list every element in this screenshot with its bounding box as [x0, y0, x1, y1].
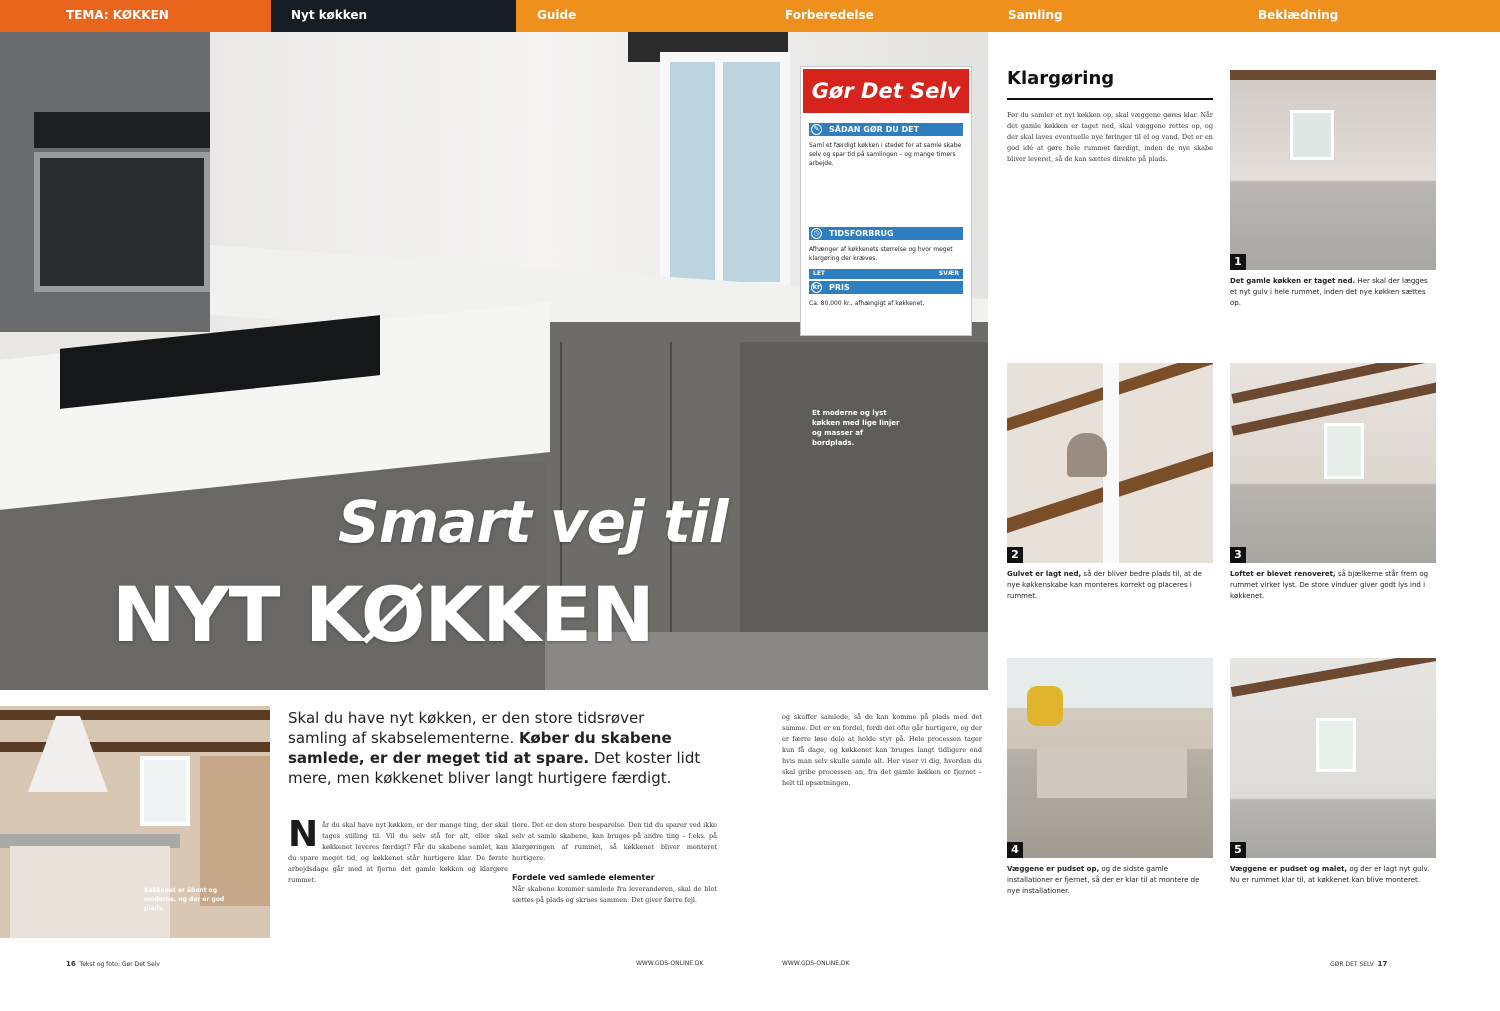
gds-time-text: Afhænger af køkkenets størrelse og hvor meget klargøring der kræves.: [809, 246, 953, 262]
step-caption-4: Væggene er pudset op, og de sidste gamle installationer er fjernet, så der er klar til at montere de nye installationer.: [1007, 865, 1200, 895]
step-caption-2: Gulvet er lagt ned, så der bliver bedre plads til, at de nye køkkenskabe kan monteres korrekt og placeres i rummet.: [1007, 570, 1202, 600]
headline-big: NYT KØKKEN: [112, 570, 654, 659]
page-number-right: 17: [1377, 960, 1388, 968]
gds-row-method: ✎ SÅDAN GØR DU DET: [809, 123, 963, 136]
footer-left: 16 Tekst og foto: Gør Det Selv: [66, 960, 160, 968]
step-photo-1: 1: [1230, 70, 1436, 270]
oven: [34, 152, 210, 292]
nav-tab-forberedelse: Forberedelse: [785, 8, 874, 22]
hero-caption: Et moderne og lyst køkken med lige linjer og masser af bordplads.: [812, 409, 900, 447]
coin-icon: kr: [812, 283, 821, 291]
kitchen-window: [660, 52, 790, 292]
clock-icon: ◷: [811, 228, 822, 239]
step-photo-4: 4: [1007, 658, 1213, 858]
gds-price-text: Ca. 80.000 kr., afhængigt af køkkenet.: [809, 300, 925, 307]
section-tag: TEMA: KØKKEN: [66, 8, 169, 22]
gds-info-box: [800, 66, 972, 336]
step-caption-5: Væggene er pudset og malet, og der er lagt nyt gulv. Nu er rummet klar til, at køkkenet kan blive monteret.: [1230, 865, 1430, 884]
section-title: Klargøring: [1007, 68, 1115, 89]
body-column-2: tiere. Det er den store besparelse. Den tid du sparer ved ikke selv at samle skabene, kan bruges på andre ting – f.eks. på klargøringen af rummet, så køkkenet bliver monteret hurtigere. Fordele ved samlede elementer Når skabene kommer samlede fra leverandøren, skal de blot sættes på plads og skrues sammen. Det giver færre fejl.: [512, 821, 717, 904]
headline-small: Smart vej til: [338, 488, 728, 556]
nav-tab-active: Nyt køkken: [291, 8, 368, 22]
dropcap: N: [288, 814, 319, 855]
page-number-left: 16: [66, 960, 76, 968]
gds-method-text: Saml et færdigt køkken i stedet for at samle skabe selv og spar tid på samlingen – og mange timers arbejde.: [809, 142, 962, 167]
photo-caption-small: Køkkenet er åbent og moderne, og der er god plads.: [144, 887, 225, 912]
difficulty-scale: LET SVÆR: [809, 269, 963, 279]
body-column-1: N år du skal have nyt køkken, er der mange ting, der skal tages stilling til. Vil du selv stå for alt, eller skal køkkenet leveres færdigt? Får du skabene samlet, kan du spare meget tid, og køkkenet står hurtigere klar. De første arbejdsdage går med at fjerne det gamle køkken og klargøre rummet.: [288, 814, 508, 884]
gds-logo: Gør Det Selv: [803, 69, 969, 113]
step-caption-3: Loftet er blevet renoveret, så bjælkerne står frem og rummet virker lyst. De store vinduer giver godt lys ind i køkkenet.: [1230, 570, 1429, 600]
nav-tab-beklaedning: Beklædning: [1258, 8, 1339, 22]
step-photo-3: 3: [1230, 363, 1436, 563]
nav-tab-samling: Samling: [1008, 8, 1063, 22]
step-photo-5: 5: [1230, 658, 1436, 858]
section-text: Før du samler et nyt køkken op, skal væggene gøres klar. Når det gamle køkken er taget ned, skal væggene rettes op, og der skal laves eventuelle nye føringer til el og vand. Det er en god idé at gøre hele rummet færdigt, inden de nye skabe bliver leveret, så de kan sættes direkte på plads.: [1007, 111, 1213, 163]
body-column-3: og skuffer samlede, så de kan komme på plads med det samme. Det er en fordel, fordi det ofte går hurtigere, og der er færre løse dele at holde styr på. Hele processen tager kun få dage, og køkkenet kan bruges langt tidligere end hvis man selv skulle samle alt. Her viser vi dig, hvordan du skal gribe processen an, fra det gamle køkken er fjernet – helt til opsætningen.: [782, 713, 982, 787]
body-subhead: Fordele ved samlede elementer: [512, 873, 655, 882]
gds-row-time: ◷ TIDSFORBRUG: [809, 227, 963, 240]
gds-row-price: kr PRIS: [809, 281, 963, 294]
intro-text: Skal du have nyt køkken, er den store tidsrøver samling af skabselementerne. Køber du skabene samlede, er der meget tid at spare. Det koster lidt mere, men køkkenet bliver langt hurtigere færdigt.: [288, 709, 701, 787]
nav-tab-guide: Guide: [537, 8, 577, 22]
footer-url-left: WWW.GDS-ONLINE.DK: [636, 960, 704, 967]
step-caption-1: Det gamle køkken er taget ned. Her skal der lægges et nyt gulv i hele rummet, inden det nye køkken sættes op.: [1230, 277, 1428, 307]
step-photo-2: 2: [1007, 363, 1213, 563]
footer-right: GØR DET SELV 17: [1330, 960, 1388, 968]
footer-url-right: WWW.GDS-ONLINE.DK: [782, 960, 850, 967]
tools-icon: ✎: [811, 124, 822, 135]
section-nav-bar: [0, 0, 1500, 32]
